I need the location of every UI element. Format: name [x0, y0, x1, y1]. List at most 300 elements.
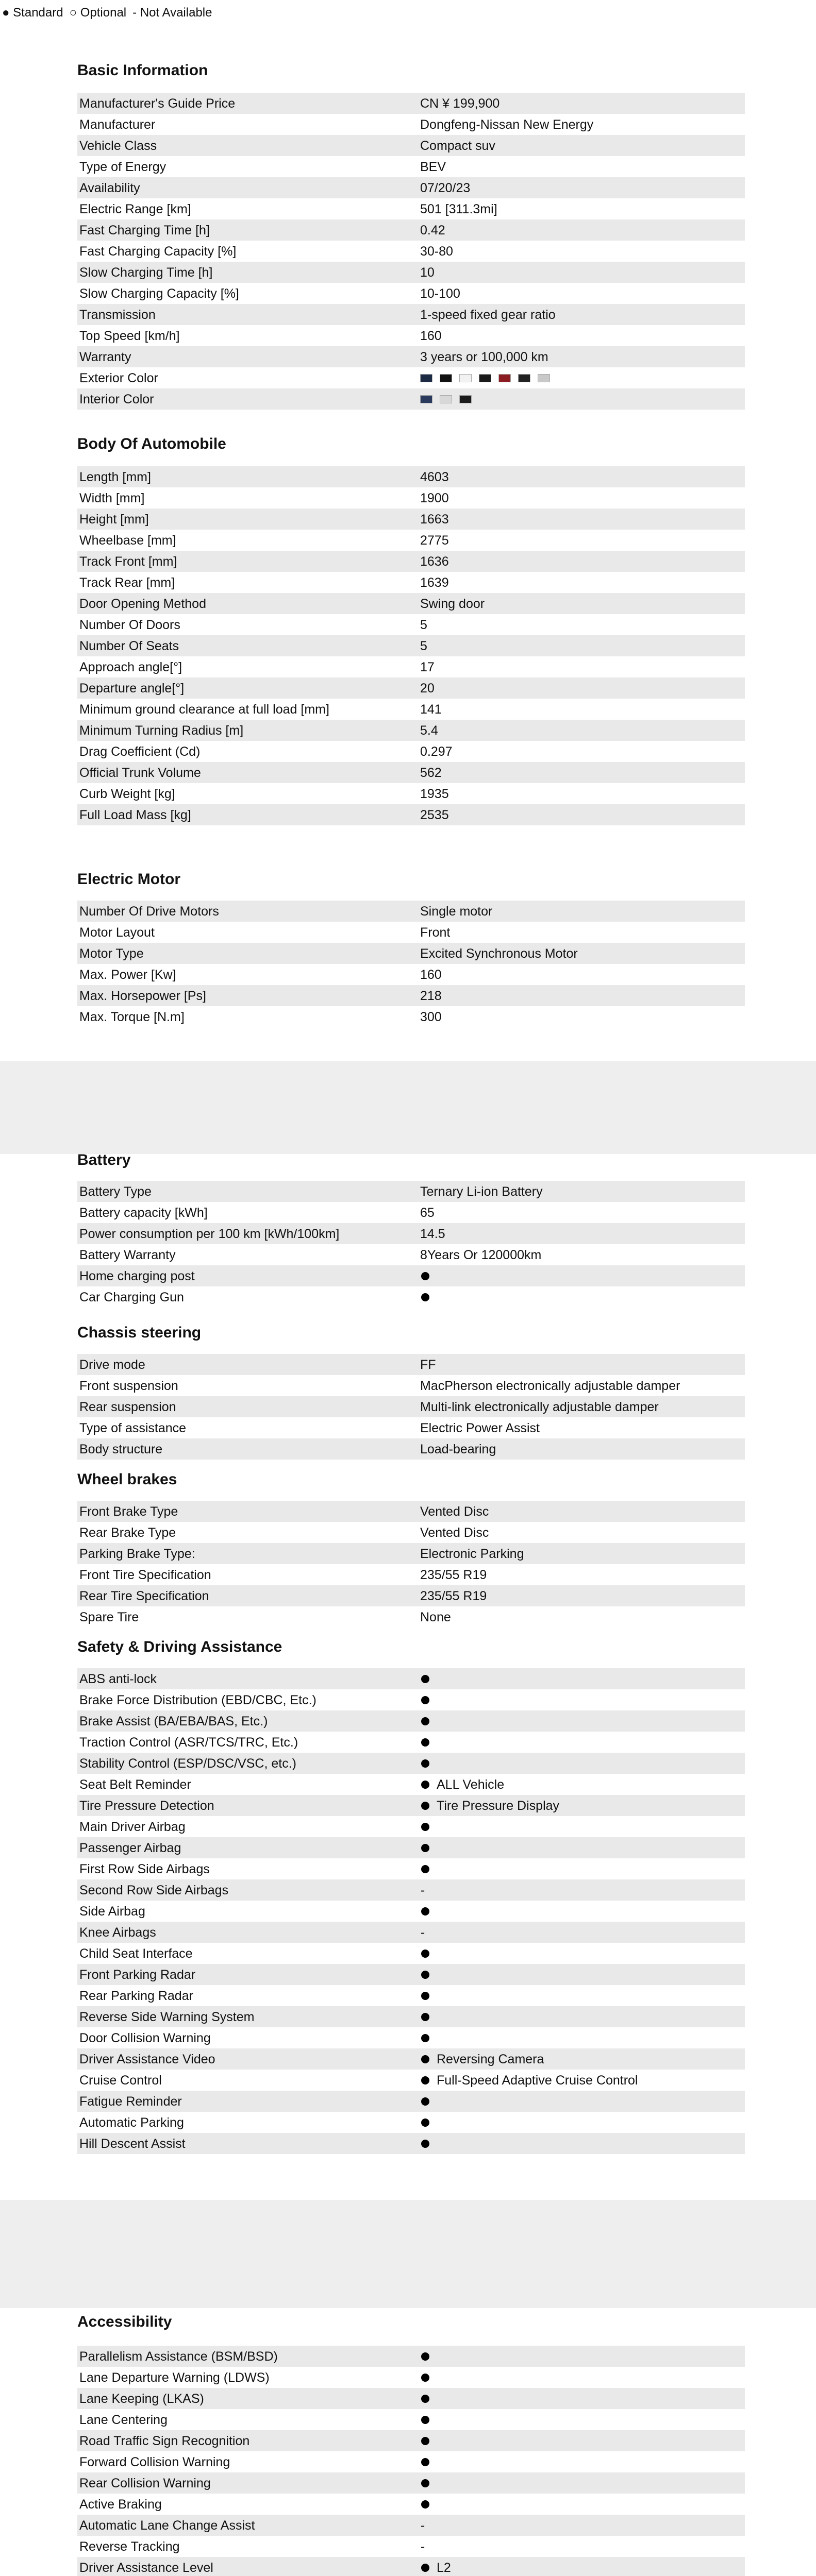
spec-value — [420, 1609, 745, 1625]
spec-label: Front Brake Type — [79, 1504, 178, 1519]
value-text: Compact suv — [420, 138, 495, 153]
spec-value — [420, 575, 745, 590]
spec-value — [420, 117, 745, 132]
standard-dot-icon — [421, 1971, 429, 1979]
spec-label: Track Front [mm] — [79, 554, 177, 569]
spec-row-fatigue-reminder — [77, 2091, 745, 2112]
spec-label: Knee Airbags — [79, 1925, 156, 1940]
spec-value — [420, 807, 745, 823]
spec-row-parking-brake-type — [77, 1543, 745, 1564]
spec-row-brake-force-distribution-ebd-cbc-etc — [77, 1689, 745, 1710]
value-text: 8Years Or 120000km — [420, 1247, 542, 1262]
standard-dot-icon — [421, 2437, 429, 2445]
spec-row-automatic-lane-change-assist — [77, 2515, 745, 2536]
spec-label: Passenger Airbag — [79, 1840, 181, 1855]
spec-value — [420, 328, 745, 344]
spec-row-front-parking-radar — [77, 1964, 745, 1985]
spec-value — [420, 925, 745, 940]
standard-dot-icon — [421, 2479, 429, 2487]
not-available-legend: - Not Available — [132, 6, 212, 20]
spec-label: Length [mm] — [79, 469, 151, 484]
spec-label: Type of assistance — [79, 1420, 187, 1435]
value-text: Swing door — [420, 596, 485, 611]
value-text: 20 — [420, 681, 435, 696]
spec-value — [420, 2119, 745, 2127]
spec-label: Full Load Mass [kg] — [79, 807, 191, 822]
spec-row-lane-departure-warning-ldws — [77, 2367, 745, 2388]
spec-row-vehicle-class — [77, 135, 745, 156]
value-text: 1935 — [420, 786, 449, 801]
spec-value — [420, 596, 745, 612]
color-swatch — [440, 374, 452, 382]
standard-dot-icon — [421, 1781, 429, 1789]
spec-row-child-seat-interface — [77, 1943, 745, 1964]
spec-label: ABS anti-lock — [79, 1671, 157, 1686]
spec-label: Spare Tire — [79, 1609, 139, 1624]
standard-dot-icon — [421, 2564, 429, 2572]
spec-label: Automatic Parking — [79, 2115, 184, 2130]
value-text: 10-100 — [420, 286, 460, 301]
spec-row-motor-type — [77, 943, 745, 964]
spec-label: Electric Range [km] — [79, 201, 191, 216]
spec-row-seat-belt-reminder — [77, 1774, 745, 1795]
spec-value — [420, 180, 745, 196]
spec-label: Front Tire Specification — [79, 1567, 211, 1582]
spec-label: Availability — [79, 180, 140, 195]
spec-label: Fatigue Reminder — [79, 2094, 182, 2109]
spec-value — [420, 1738, 745, 1747]
spec-value — [420, 469, 745, 485]
spec-value — [420, 2034, 745, 2042]
spec-value — [420, 138, 745, 154]
spec-value — [420, 904, 745, 919]
spec-label: Motor Type — [79, 946, 144, 961]
value-text: Single motor — [420, 904, 493, 919]
spec-row-max-torque-n-m — [77, 1006, 745, 1027]
section-title-safety: Safety & Driving Assistance — [77, 1638, 282, 1655]
spec-value — [420, 554, 745, 569]
spec-value — [420, 1525, 745, 1540]
spec-value — [420, 244, 745, 259]
spec-row-main-driver-airbag — [77, 1816, 745, 1837]
spec-value — [420, 1546, 745, 1562]
standard-dot-icon — [421, 2076, 429, 2084]
spec-label: Front suspension — [79, 1378, 178, 1393]
spec-row-automatic-parking — [77, 2112, 745, 2133]
spec-label: Number Of Drive Motors — [79, 904, 219, 919]
spec-label: Minimum Turning Radius [m] — [79, 723, 244, 738]
not-available-mark: - — [420, 1883, 425, 1897]
spec-value — [420, 1588, 745, 1604]
spec-row-driver-assistance-video — [77, 2048, 745, 2070]
standard-dot-icon — [421, 1844, 429, 1852]
spec-label: Rear Parking Radar — [79, 1988, 193, 2003]
standard-dot-icon — [421, 1907, 429, 1916]
spec-value — [420, 201, 745, 217]
spec-row-interior-color — [77, 388, 745, 410]
value-text: Electric Power Assist — [420, 1420, 540, 1435]
spec-row-battery-warranty — [77, 1244, 745, 1265]
spec-value — [420, 702, 745, 717]
value-text: 2775 — [420, 533, 449, 548]
standard-dot-icon — [421, 2034, 429, 2042]
value-text: 07/20/23 — [420, 180, 471, 195]
value-text: 0.297 — [420, 744, 453, 759]
value-text: 1663 — [420, 512, 449, 527]
spec-label: Automatic Lane Change Assist — [79, 2518, 255, 2533]
section-separator — [0, 2200, 816, 2308]
spec-value — [420, 1399, 745, 1415]
spec-row-official-trunk-volume — [77, 762, 745, 783]
spec-row-driver-assistance-level — [77, 2557, 745, 2576]
legend — [0, 0, 363, 26]
spec-label: Body structure — [79, 1442, 163, 1456]
spec-value — [420, 786, 745, 802]
color-swatch — [440, 395, 452, 403]
spec-row-rear-collision-warning — [77, 2472, 745, 2494]
spec-label: Rear Tire Specification — [79, 1588, 209, 1603]
spec-label: Cruise Control — [79, 2073, 162, 2088]
color-swatch — [518, 374, 530, 382]
value-text: 1639 — [420, 575, 449, 590]
value-text: 160 — [420, 967, 442, 982]
standard-dot-icon — [421, 2395, 429, 2403]
standard-dot-icon — [421, 2055, 429, 2063]
spec-label: Top Speed [km/h] — [79, 328, 180, 343]
spec-value — [420, 1442, 745, 1457]
spec-row-door-collision-warning — [77, 2027, 745, 2048]
value-text: Ternary Li-ion Battery — [420, 1184, 543, 1199]
spec-row-tire-pressure-detection — [77, 1795, 745, 1816]
spec-label: Brake Force Distribution (EBD/CBC, Etc.) — [79, 1692, 317, 1707]
spec-row-power-consumption-per-100-km-kwh-100km — [77, 1223, 745, 1244]
spec-label: Stability Control (ESP/DSC/VSC, etc.) — [79, 1756, 296, 1771]
spec-value — [420, 512, 745, 527]
spec-value — [420, 1272, 745, 1280]
spec-label: Type of Energy — [79, 159, 166, 174]
spec-value — [420, 1009, 745, 1025]
spec-value — [420, 1883, 745, 1898]
spec-label: Lane Centering — [79, 2412, 168, 2427]
section-title-chassis: Chassis steering — [77, 1324, 202, 1341]
value-text: 235/55 R19 — [420, 1588, 487, 1603]
spec-row-brake-assist-ba-eba-bas-etc — [77, 1710, 745, 1732]
spec-label: Vehicle Class — [79, 138, 157, 153]
spec-value — [420, 1675, 745, 1683]
spec-row-forward-collision-warning — [77, 2451, 745, 2472]
spec-value — [420, 2539, 745, 2554]
spec-label: Fast Charging Capacity [%] — [79, 244, 237, 259]
spec-row-max-power-kw — [77, 964, 745, 985]
spec-value — [420, 2458, 745, 2466]
value-text: Load-bearing — [420, 1442, 496, 1456]
spec-label: Warranty — [79, 349, 131, 364]
spec-value — [420, 744, 745, 759]
spec-value — [420, 1925, 745, 1940]
standard-legend: ● Standard — [2, 6, 63, 20]
spec-value — [420, 681, 745, 696]
spec-value — [420, 617, 745, 633]
spec-value — [420, 349, 745, 365]
spec-label: Max. Power [Kw] — [79, 967, 176, 982]
value-text: ALL Vehicle — [437, 1777, 505, 1792]
spec-row-battery-type — [77, 1181, 745, 1202]
spec-label: Car Charging Gun — [79, 1290, 184, 1304]
spec-value — [420, 265, 745, 280]
spec-label: Front Parking Radar — [79, 1967, 196, 1982]
spec-value — [420, 946, 745, 961]
value-text: 14.5 — [420, 1226, 445, 1241]
spec-row-length-mm — [77, 466, 745, 487]
spec-row-width-mm — [77, 487, 745, 509]
spec-row-rear-parking-radar — [77, 1985, 745, 2006]
spec-row-wheelbase-mm — [77, 530, 745, 551]
spec-row-front-tire-specification — [77, 1564, 745, 1585]
section-title-battery: Battery — [77, 1151, 131, 1168]
value-text: Vented Disc — [420, 1504, 489, 1519]
value-text: 30-80 — [420, 244, 453, 259]
spec-row-slow-charging-capacity — [77, 283, 745, 304]
standard-dot-icon — [421, 2119, 429, 2127]
spec-label: Battery Warranty — [79, 1247, 176, 1262]
spec-label: Departure angle[°] — [79, 681, 185, 696]
value-text: 17 — [420, 659, 435, 674]
spec-label: Road Traffic Sign Recognition — [79, 2433, 250, 2448]
spec-row-second-row-side-airbags — [77, 1879, 745, 1901]
spec-label: Drag Coefficient (Cd) — [79, 744, 201, 759]
spec-value — [420, 2560, 745, 2575]
spec-value — [420, 1504, 745, 1519]
spec-label: Slow Charging Time [h] — [79, 265, 213, 280]
value-text: 218 — [420, 988, 442, 1003]
spec-label: Hill Descent Assist — [79, 2136, 186, 2151]
color-swatch — [459, 395, 472, 403]
standard-dot-icon — [421, 1823, 429, 1831]
spec-row-cruise-control — [77, 2070, 745, 2091]
spec-value — [420, 1950, 745, 1958]
standard-dot-icon — [421, 2140, 429, 2148]
spec-value — [420, 1184, 745, 1199]
value-text: Multi-link electronically adjustable damper — [420, 1399, 659, 1414]
spec-row-hill-descent-assist — [77, 2133, 745, 2154]
spec-row-track-front-mm — [77, 551, 745, 572]
spec-value — [420, 1226, 745, 1242]
spec-row-height-mm — [77, 509, 745, 530]
standard-dot-icon — [421, 1950, 429, 1958]
spec-row-parallelism-assistance-bsm-bsd — [77, 2346, 745, 2367]
spec-row-minimum-ground-clearance-at-full-load-mm — [77, 699, 745, 720]
spec-value — [420, 1798, 745, 1814]
spec-value — [420, 2073, 745, 2088]
value-text: 562 — [420, 765, 442, 780]
spec-label: Child Seat Interface — [79, 1946, 193, 1961]
standard-dot-icon — [421, 1865, 429, 1873]
standard-dot-icon — [421, 2352, 429, 2361]
spec-label: Power consumption per 100 km [kWh/100km] — [79, 1226, 340, 1241]
spec-label: Door Opening Method — [79, 596, 206, 611]
spec-row-fast-charging-capacity — [77, 241, 745, 262]
spec-label: Motor Layout — [79, 925, 155, 940]
standard-dot-icon — [421, 2416, 429, 2424]
spec-row-lane-keeping-lkas — [77, 2388, 745, 2409]
spec-label: Manufacturer — [79, 117, 156, 132]
spec-value — [420, 1971, 745, 1979]
color-swatch — [459, 374, 472, 382]
standard-dot-icon — [421, 1272, 429, 1280]
color-swatch — [420, 374, 432, 382]
spec-value — [420, 1844, 745, 1852]
spec-value — [420, 2352, 745, 2361]
spec-row-rear-suspension — [77, 1396, 745, 1417]
standard-dot-icon — [421, 2013, 429, 2021]
color-swatch — [538, 374, 550, 382]
spec-row-drive-mode — [77, 1354, 745, 1375]
spec-label: Second Row Side Airbags — [79, 1883, 229, 1897]
spec-value — [420, 1777, 745, 1792]
spec-label: Active Braking — [79, 2497, 162, 2512]
spec-value — [420, 659, 745, 675]
spec-value — [420, 1420, 745, 1436]
spec-label: Rear Collision Warning — [79, 2476, 211, 2490]
spec-row-knee-airbags — [77, 1922, 745, 1943]
spec-row-availability — [77, 177, 745, 198]
value-text: Tire Pressure Display — [437, 1798, 560, 1813]
section-title-body: Body Of Automobile — [77, 435, 226, 452]
spec-value — [420, 1823, 745, 1831]
spec-label: Parking Brake Type: — [79, 1546, 195, 1561]
spec-value — [420, 2395, 745, 2403]
value-text: 160 — [420, 328, 442, 343]
spec-label: Rear Brake Type — [79, 1525, 176, 1540]
spec-label: Rear suspension — [79, 1399, 176, 1414]
spec-row-side-airbag — [77, 1901, 745, 1922]
spec-row-reverse-side-warning-system — [77, 2006, 745, 2027]
not-available-mark: - — [420, 2518, 425, 2533]
spec-value — [420, 286, 745, 301]
spec-value — [420, 1717, 745, 1725]
spec-label: Track Rear [mm] — [79, 575, 175, 590]
spec-label: Battery capacity [kWh] — [79, 1205, 208, 1220]
value-text: 235/55 R19 — [420, 1567, 487, 1582]
value-text: None — [420, 1609, 451, 1624]
standard-dot-icon — [421, 2097, 429, 2106]
spec-row-door-opening-method — [77, 593, 745, 614]
value-text: 1900 — [420, 490, 449, 505]
spec-label: Interior Color — [79, 392, 154, 406]
value-text: 5 — [420, 617, 427, 632]
spec-value — [420, 2500, 745, 2509]
spec-row-traction-control-asr-tcs-trc-etc — [77, 1732, 745, 1753]
value-text: 4603 — [420, 469, 449, 484]
spec-value — [420, 533, 745, 548]
spec-label: Reverse Side Warning System — [79, 2009, 255, 2024]
spec-label: Slow Charging Capacity [%] — [79, 286, 239, 301]
spec-value — [420, 2416, 745, 2424]
spec-row-drag-coefficient-cd — [77, 741, 745, 762]
spec-label: Curb Weight [kg] — [79, 786, 175, 801]
spec-label: Number Of Doors — [79, 617, 180, 632]
spec-row-top-speed-km-h — [77, 325, 745, 346]
spec-row-approach-angle — [77, 656, 745, 677]
value-text: 501 [311.3mi] — [420, 201, 497, 216]
spec-label: Transmission — [79, 307, 156, 322]
spec-value — [420, 2437, 745, 2445]
section-title-brakes: Wheel brakes — [77, 1471, 177, 1488]
spec-row-minimum-turning-radius-m — [77, 720, 745, 741]
spec-row-lane-centering — [77, 2409, 745, 2430]
value-text: 2535 — [420, 807, 449, 822]
spec-row-electric-range-km — [77, 198, 745, 219]
value-text: 300 — [420, 1009, 442, 1024]
spec-value — [420, 159, 745, 175]
spec-label: Main Driver Airbag — [79, 1819, 186, 1834]
spec-label: Wheelbase [mm] — [79, 533, 176, 548]
standard-dot-icon — [421, 1992, 429, 2000]
spec-row-departure-angle — [77, 677, 745, 699]
spec-value — [420, 395, 745, 403]
spec-row-home-charging-post — [77, 1265, 745, 1286]
spec-label: Lane Keeping (LKAS) — [79, 2391, 204, 2406]
standard-dot-icon — [421, 1696, 429, 1704]
spec-row-rear-tire-specification — [77, 1585, 745, 1606]
spec-row-abs-anti-lock — [77, 1668, 745, 1689]
spec-label: Approach angle[°] — [79, 659, 182, 674]
value-text: Excited Synchronous Motor — [420, 946, 578, 961]
spec-value — [420, 1293, 745, 1301]
spec-label: Manufacturer's Guide Price — [79, 96, 236, 111]
standard-dot-icon — [421, 1802, 429, 1810]
spec-label: Lane Departure Warning (LDWS) — [79, 2370, 270, 2385]
not-available-mark: - — [420, 1925, 425, 1940]
spec-value — [420, 1567, 745, 1583]
spec-value — [420, 1865, 745, 1873]
spec-row-fast-charging-time-h — [77, 219, 745, 241]
value-text: 65 — [420, 1205, 435, 1220]
spec-label: Max. Horsepower [Ps] — [79, 988, 206, 1003]
value-text: 0.42 — [420, 223, 445, 238]
spec-row-number-of-doors — [77, 614, 745, 635]
spec-label: Door Collision Warning — [79, 2030, 211, 2045]
spec-row-exterior-color — [77, 367, 745, 388]
color-swatch — [420, 395, 432, 403]
value-text: CN ¥ 199,900 — [420, 96, 500, 111]
spec-label: Minimum ground clearance at full load [mm] — [79, 702, 329, 717]
value-text: 1-speed fixed gear ratio — [420, 307, 556, 322]
spec-value — [420, 1247, 745, 1263]
spec-label: Parallelism Assistance (BSM/BSD) — [79, 2349, 278, 2364]
spec-value — [420, 2518, 745, 2533]
spec-row-car-charging-gun — [77, 1286, 745, 1308]
spec-row-manufacturer — [77, 114, 745, 135]
spec-label: Brake Assist (BA/EBA/BAS, Etc.) — [79, 1714, 268, 1728]
standard-dot-icon — [421, 2458, 429, 2466]
spec-label: Tire Pressure Detection — [79, 1798, 214, 1813]
spec-row-spare-tire — [77, 1606, 745, 1628]
spec-label: Driver Assistance Level — [79, 2560, 213, 2575]
standard-dot-icon — [421, 1717, 429, 1725]
spec-row-number-of-seats — [77, 635, 745, 656]
spec-value — [420, 2013, 745, 2021]
standard-dot-icon — [421, 2374, 429, 2382]
spec-row-active-braking — [77, 2494, 745, 2515]
spec-value — [420, 765, 745, 781]
spec-value — [420, 2140, 745, 2148]
standard-dot-icon — [421, 2500, 429, 2509]
spec-value — [420, 2374, 745, 2382]
section-title-basic: Basic Information — [77, 62, 208, 79]
spec-value — [420, 638, 745, 654]
spec-value — [420, 967, 745, 982]
